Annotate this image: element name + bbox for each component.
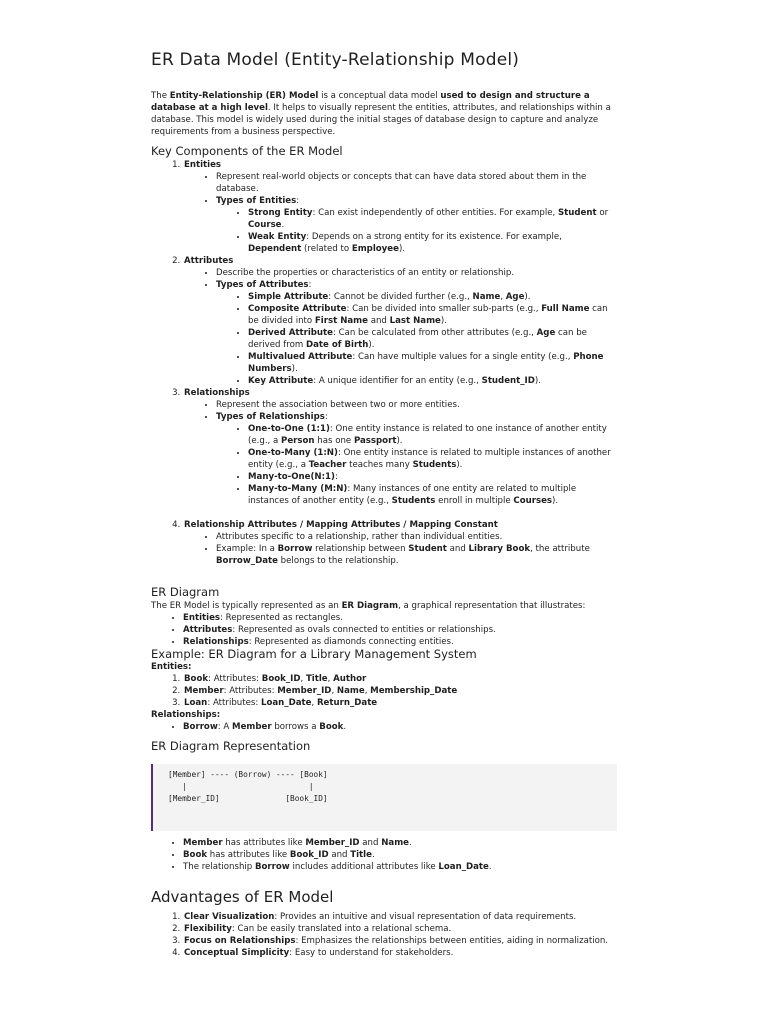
er-diagram-heading: ER Diagram xyxy=(151,585,220,599)
list-item: • Types of Relationships: • One-to-One (1:1): One entity instance is related to one instance of another entity (e.g., a Person has one Passport). • One-to-Many (1:N): One entity instance is related to multiple instances of another entity (e.g., a Teacher teaches many Students). • Many-to-One(N:1): • Many-to-Many (M:N): Many instances of one entity are related to multiple instances of another entity (e.g., Students enroll in multiple Courses). xyxy=(216,411,617,507)
er-diagram-intro: The ER Model is typically represented as an ER Diagram, a graphical representation that illustrates: xyxy=(151,601,586,611)
example-heading: Example: ER Diagram for a Library Management System xyxy=(151,647,477,661)
list-item: 3. Focus on Relationships: Emphasizes the relationships between entities, aiding in normalization. xyxy=(183,935,617,947)
list-item: • Multivalued Attribute: Can have multiple values for a single entity (e.g., Phone Numbers). xyxy=(248,351,617,375)
list-item: • Example: In a Borrow relationship between Student and Library Book, the attribute Borrow_Date belongs to the relationship. xyxy=(216,543,617,567)
example-entities-list xyxy=(151,673,617,709)
list-item: 4. Conceptual Simplicity: Easy to understand for stakeholders. xyxy=(183,947,617,959)
list-item: 1. Book: Attributes: Book_ID, Title, Author xyxy=(183,673,617,685)
document-content xyxy=(151,48,617,959)
advantages-list xyxy=(151,911,617,959)
list-item: • Attributes: Represented as ovals connected to entities or relationships. xyxy=(183,624,617,636)
components-list xyxy=(151,159,617,567)
list-item-entities: 1. Entities • Represent real-world objects or concepts that can have data stored about them in the database. • Types of Entities: • Strong Entity: Can exist independently of other entities. For example, Student or Course. • Weak Entity: Depends on a strong entity for its existence. For example, Dependent (related to Employee). xyxy=(183,159,617,255)
er-diagram-list xyxy=(151,612,617,648)
list-item-relationships: 3. Relationships • Represent the association between two or more entities. • Types of Relationships: • One-to-One (1:1): One entity instance is related to one instance of another entity (e.g., a Person has one Passport). • One-to-Many (1:N): One entity instance is related to multiple instances of another entity (e.g., a Teacher teaches many Students). • Many-to-One(N:1): • Many-to-Many (M:N): Many instances of one entity are related to multiple instances of another entity (e.g., Students enroll in multiple Courses). xyxy=(183,387,617,507)
list-item: • Represent real-world objects or concepts that can have data stored about them in the database. xyxy=(216,171,617,195)
list-item: • Types of Entities: • Strong Entity: Can exist independently of other entities. For example, Student or Course. • Weak Entity: Depends on a strong entity for its existence. For example, Dependent (related to Employee). xyxy=(216,195,617,255)
page-title: ER Data Model (Entity-Relationship Model) xyxy=(151,50,520,70)
list-item: 1. Clear Visualization: Provides an intuitive and visual representation of data requirements. xyxy=(183,911,617,923)
code-block: [Member] ---- (Borrow) ---- [Book] | | [Member_ID] [Book_ID] xyxy=(151,764,617,831)
representation-notes xyxy=(151,837,617,873)
intro-paragraph: The Entity-Relationship (ER) Model is a conceptual data model used to design and structure a database at a high level. It helps to visually represent the entities, attributes, and relationships within a database. This model is widely used during the initial stages of database design to capture and analyze requirements from a business perspective. xyxy=(151,91,611,137)
list-item-attributes: 2. Attributes • Describe the properties or characteristics of an entity or relationship. • Types of Attributes: • Simple Attribute: Cannot be divided further (e.g., Name, Age). • Composite Attribute: Can be divided into smaller sub-parts (e.g., Full Name can be divided into First Name and Last Name). • Derived Attribute: Can be calculated from other attributes (e.g., Age can be derived from Date of Birth). • Multivalued Attribute: Can have multiple values for a single entity (e.g., Phone Numbers). • Key Attribute: A unique identifier for an entity (e.g., Student_ID). xyxy=(183,255,617,387)
list-item: 2. Member: Attributes: Member_ID, Name, Membership_Date xyxy=(183,685,617,697)
list-item: • Simple Attribute: Cannot be divided further (e.g., Name, Age). xyxy=(248,291,617,303)
list-item: • Types of Attributes: • Simple Attribute: Cannot be divided further (e.g., Name, Age). • Composite Attribute: Can be divided into smaller sub-parts (e.g., Full Name can be divided into First Name and Last Name). • Derived Attribute: Can be calculated from other attributes (e.g., Age can be derived from Date of Birth). • Multivalued Attribute: Can have multiple values for a single entity (e.g., Phone Numbers). • Key Attribute: A unique identifier for an entity (e.g., Student_ID). xyxy=(216,279,617,387)
advantages-heading: Advantages of ER Model xyxy=(151,888,334,906)
list-item: • Represent the association between two or more entities. xyxy=(216,399,617,411)
list-item: • Many-to-One(N:1): xyxy=(248,471,617,483)
list-item: • Derived Attribute: Can be calculated from other attributes (e.g., Age can be derived from Date of Birth). xyxy=(248,327,617,351)
list-item-relationship-attributes: 4. Relationship Attributes / Mapping Attributes / Mapping Constant • Attributes specific to a relationship, rather than individual entities. • Example: In a Borrow relationship between Student and Library Book, the attribute Borrow_Date belongs to the relationship. xyxy=(183,519,617,567)
list-item: • Borrow: A Member borrows a Book. xyxy=(183,721,617,733)
list-item: • The relationship Borrow includes additional attributes like Loan_Date. xyxy=(183,861,617,873)
list-item: • Attributes specific to a relationship, rather than individual entities. xyxy=(216,531,617,543)
list-item: • Relationships: Represented as diamonds connecting entities. xyxy=(183,636,617,648)
list-item: • Book has attributes like Book_ID and Title. xyxy=(183,849,617,861)
list-item: • Weak Entity: Depends on a strong entity for its existence. For example, Dependent (related to Employee). xyxy=(248,231,617,255)
entities-label: Entities: xyxy=(151,662,192,672)
relationships-label: Relationships: xyxy=(151,710,221,720)
components-heading: Key Components of the ER Model xyxy=(151,144,343,158)
list-item: • Strong Entity: Can exist independently of other entities. For example, Student or Course. xyxy=(248,207,617,231)
representation-heading: ER Diagram Representation xyxy=(151,739,311,753)
list-item: • One-to-One (1:1): One entity instance is related to one instance of another entity (e.g., a Person has one Passport). xyxy=(248,423,617,447)
list-item: • Key Attribute: A unique identifier for an entity (e.g., Student_ID). xyxy=(248,375,617,387)
list-item: 3. Loan: Attributes: Loan_Date, Return_Date xyxy=(183,697,617,709)
list-item: • Many-to-Many (M:N): Many instances of one entity are related to multiple instances of another entity (e.g., Students enroll in multiple Courses). xyxy=(248,483,617,507)
list-item: • Composite Attribute: Can be divided into smaller sub-parts (e.g., Full Name can be divided into First Name and Last Name). xyxy=(248,303,617,327)
list-item: • Entities: Represented as rectangles. xyxy=(183,612,617,624)
list-item: • Member has attributes like Member_ID and Name. xyxy=(183,837,617,849)
list-item: • One-to-Many (1:N): One entity instance is related to multiple instances of another entity (e.g., a Teacher teaches many Students). xyxy=(248,447,617,471)
list-item: • Describe the properties or characteristics of an entity or relationship. xyxy=(216,267,617,279)
example-relationships-list xyxy=(151,721,617,733)
list-item: 2. Flexibility: Can be easily translated into a relational schema. xyxy=(183,923,617,935)
